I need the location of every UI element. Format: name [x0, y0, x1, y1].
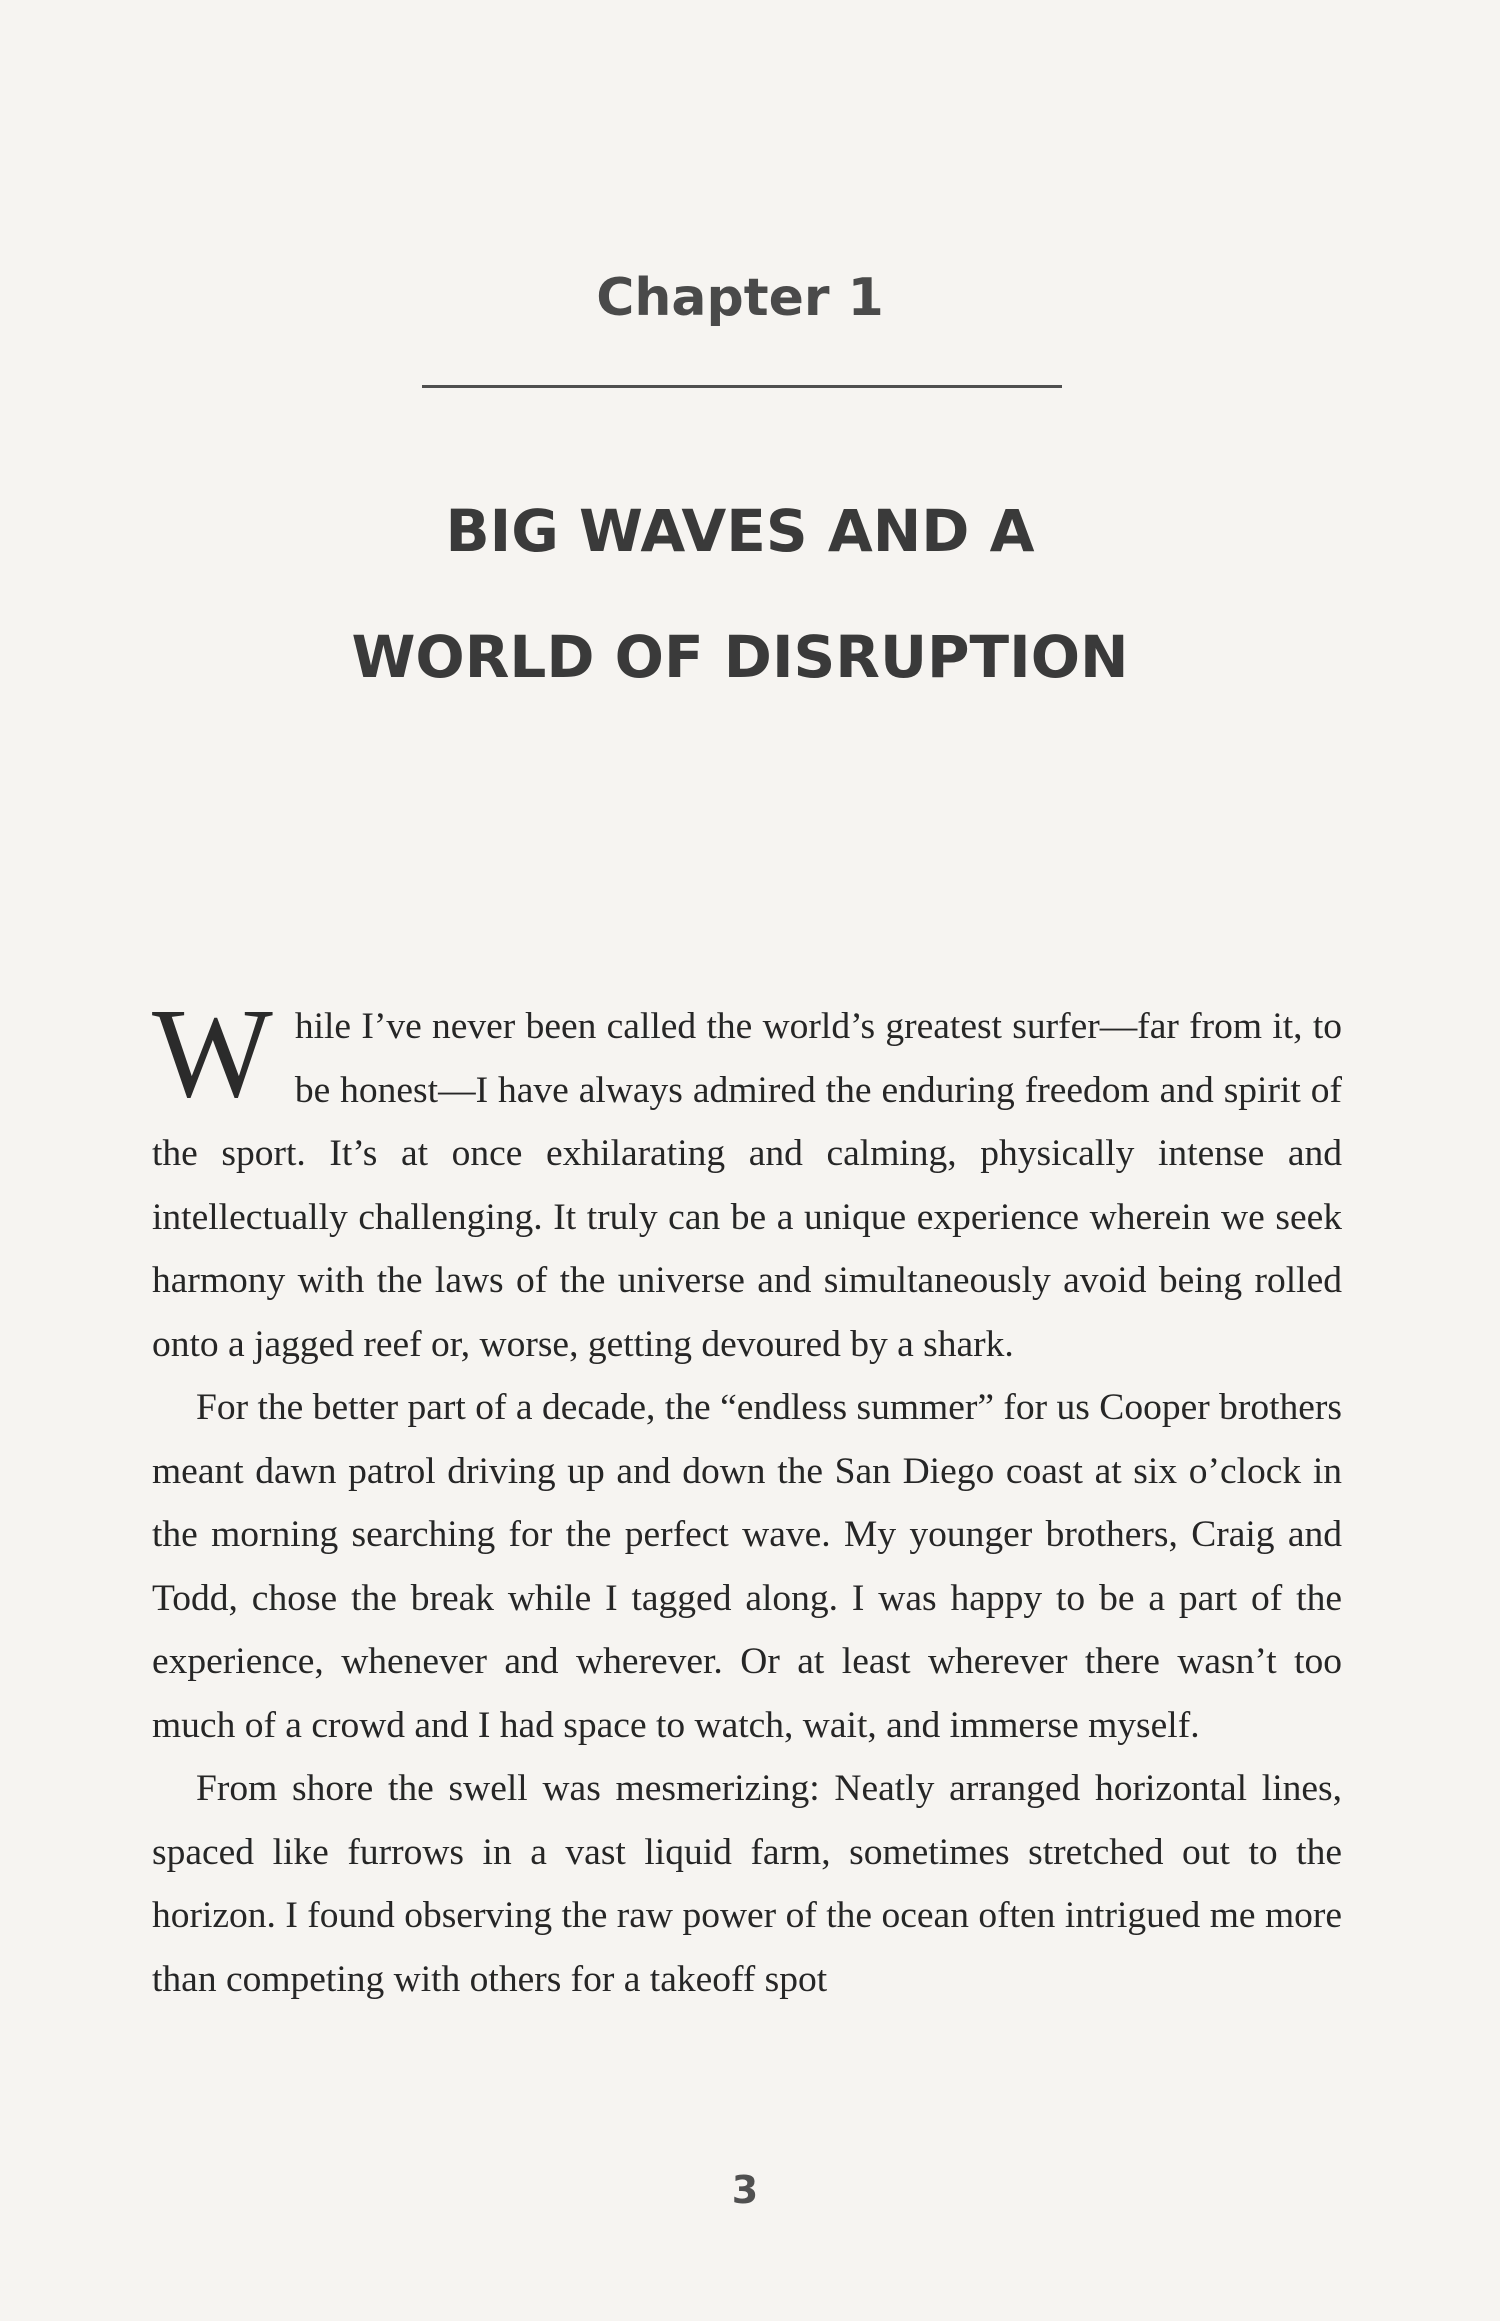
paragraph-3: From shore the swell was mesmerizing: Neatly arranged horizontal lines, spaced like furrows in a vast liquid farm, sometimes stretched out to the horizon. I found observing the raw power of the ocean often intrigued me more than competing with others for a takeoff spot [152, 1768, 1342, 2000]
chapter-title [0, 468, 1480, 720]
paragraph-1 [152, 982, 1342, 1376]
chapter-title-line-2: WORLD OF DISRUPTION [351, 623, 1129, 691]
chapter-title-line-1: BIG WAVES AND A [445, 497, 1035, 565]
page-number: 3 [731, 2168, 759, 2212]
paragraph-2: For the better part of a decade, the “endless summer” for us Cooper brothers meant dawn patrol driving up and down the San Diego coast at six o’clock in the morning searching for the perfect wave. My younger brothers, Craig and Todd, chose the break while I tagged along. I was happy to be a part of the experience, whenever and wherever. Or at least wherever there wasn’t too much of a crowd and I had space to watch, wait, and immerse myself. [152, 1387, 1342, 1746]
body-text [152, 982, 1342, 2011]
paragraph-1-text: hile I’ve never been called the world’s greatest surfer—far from it, to be honest—I have always admired the enduring freedom and spirit of the sport. It’s at once exhilarating and calming, physically intense and intellectually challenging. It truly can be a unique experience wherein we seek harmony with the laws of the universe and simultaneously avoid being rolled onto a jagged reef or, worse, getting devoured by a shark. [152, 1006, 1342, 1365]
drop-cap: W [152, 982, 273, 1124]
chapter-divider [422, 385, 1062, 388]
chapter-label: Chapter 1 [596, 268, 884, 328]
